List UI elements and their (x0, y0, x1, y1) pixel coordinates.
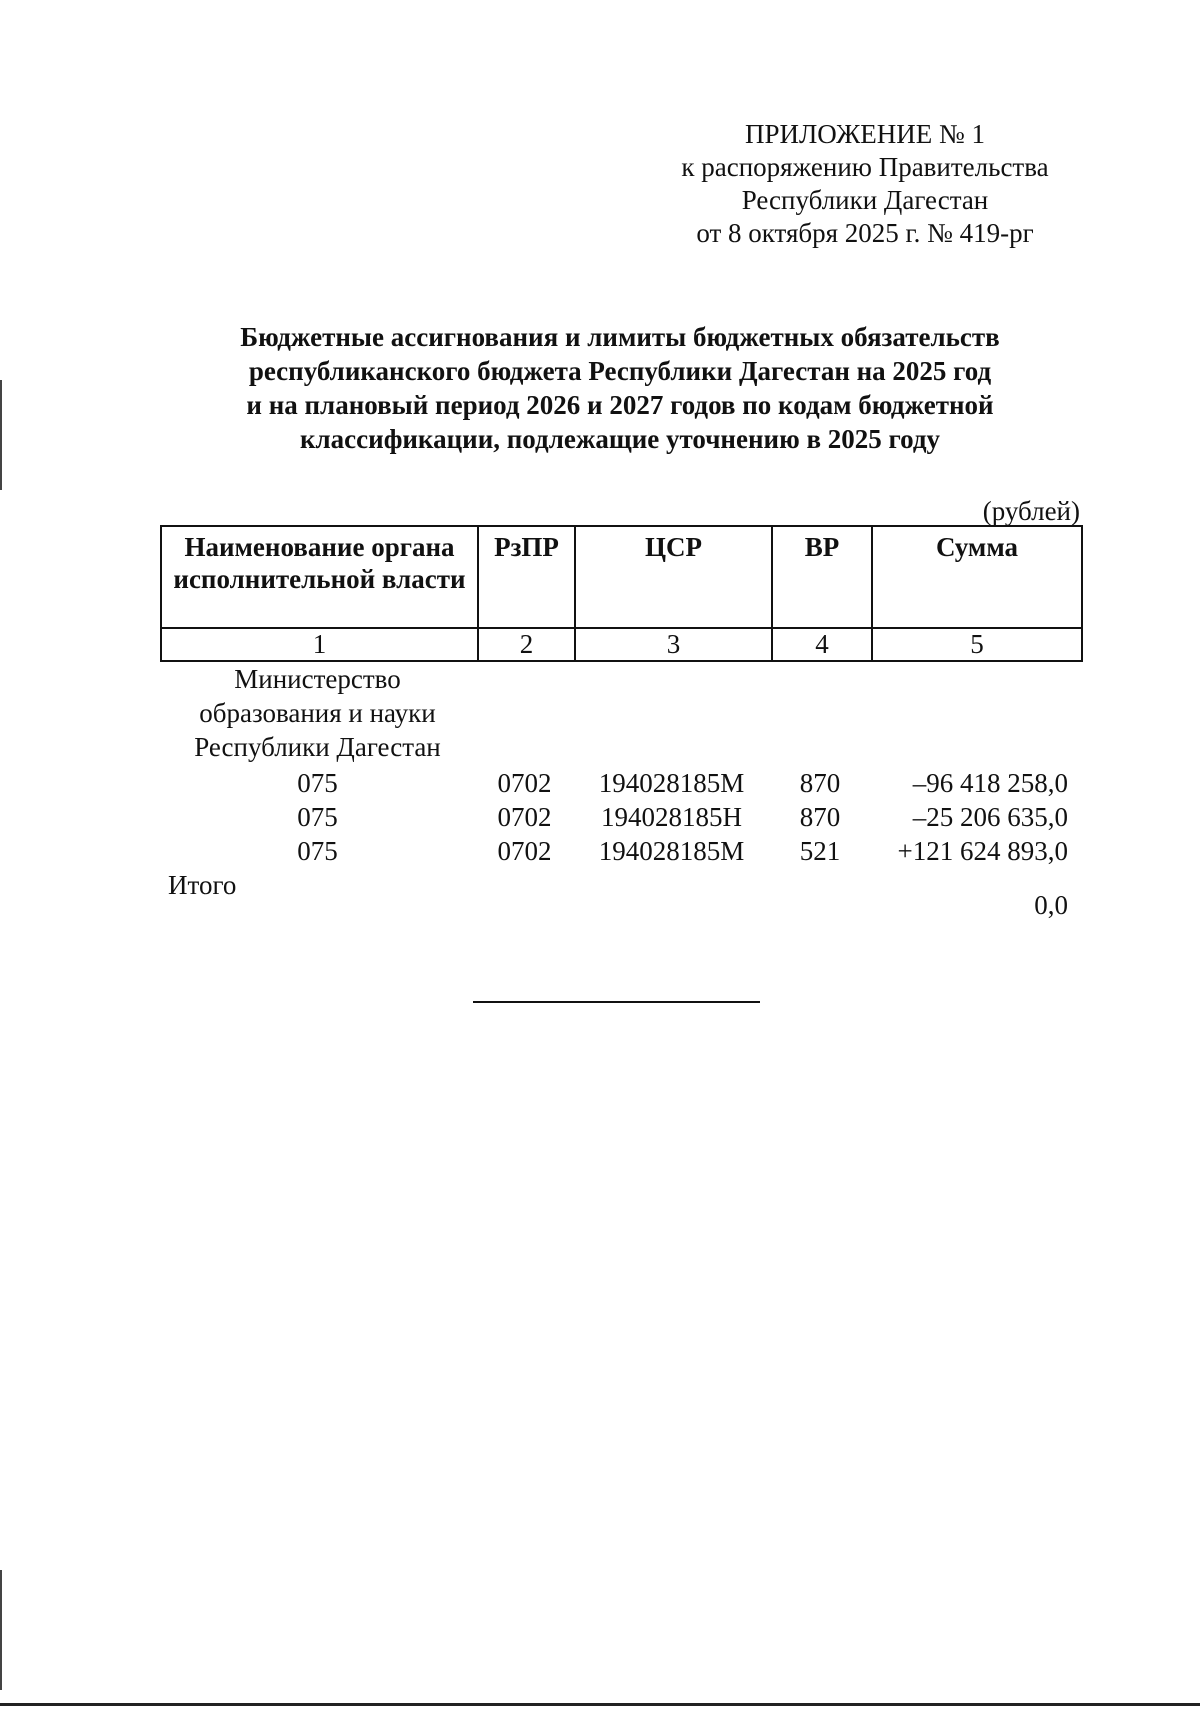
appendix-republic: Республики Дагестан (741, 185, 989, 215)
ministry-name (160, 662, 475, 764)
total-sum: 0,0 (1034, 890, 1068, 920)
appendix-reference: к распоряжению Правительства (681, 152, 1049, 182)
cell-authority-code: 075 (297, 802, 338, 832)
column-number-3: 3 (575, 628, 772, 661)
unit-label: (рублей) (982, 496, 1080, 526)
header-rzpr: РзПР (478, 526, 575, 628)
cell-authority-code: 075 (297, 768, 338, 798)
end-divider (473, 1001, 760, 1003)
title-line-3: и на плановый период 2026 и 2027 годов по кодам бюджетной (246, 390, 994, 420)
budget-table-header (160, 525, 1083, 662)
header-row (161, 526, 1082, 628)
column-number-1: 1 (161, 628, 478, 661)
cell-csr: 194028185М (598, 836, 745, 866)
cell-sum: –25 206 635,0 (912, 802, 1068, 832)
cell-csr: 194028185Н (601, 802, 742, 832)
table-row (0, 800, 1200, 834)
cell-csr: 194028185М (598, 768, 745, 798)
column-number-2: 2 (478, 628, 575, 661)
scan-bottom-edge (0, 1703, 1200, 1706)
column-number-4: 4 (772, 628, 872, 661)
header-sum: Сумма (872, 526, 1082, 628)
document-title (140, 320, 1100, 456)
ministry-name-line-2: образования и науки (199, 698, 436, 728)
header-csr: ЦСР (575, 526, 772, 628)
cell-vr: 521 (799, 836, 841, 866)
title-line-1: Бюджетные ассигнования и лимиты бюджетных обязательств (240, 322, 1000, 352)
cell-rzpr: 0702 (497, 768, 552, 798)
header-authority: Наименование органа исполнительной власти (161, 526, 478, 628)
scan-edge-mark (0, 1570, 2, 1690)
column-number-5: 5 (872, 628, 1082, 661)
appendix-number: ПРИЛОЖЕНИЕ № 1 (744, 119, 986, 149)
appendix-block (640, 118, 1090, 250)
header-vr: ВР (772, 526, 872, 628)
appendix-date: от 8 октября 2025 г. № 419-рг (696, 218, 1034, 248)
scan-edge-mark (0, 380, 2, 490)
title-line-4: классификации, подлежащие уточнению в 2025 году (299, 424, 941, 454)
cell-rzpr: 0702 (497, 802, 552, 832)
ministry-name-line-3: Республики Дагестан (194, 732, 441, 762)
total-label: Итого (168, 870, 237, 900)
column-number-row (161, 628, 1082, 661)
cell-rzpr: 0702 (497, 836, 552, 866)
total-sum-row (0, 888, 1200, 922)
cell-authority-code: 075 (297, 836, 338, 866)
table-row (0, 766, 1200, 800)
cell-vr: 870 (799, 802, 841, 832)
cell-vr: 870 (799, 768, 841, 798)
ministry-name-line-1: Министерство (234, 664, 401, 694)
table-row (0, 834, 1200, 868)
cell-sum: –96 418 258,0 (912, 768, 1068, 798)
title-line-2: республиканского бюджета Республики Дагестан на 2025 год (248, 356, 992, 386)
cell-sum: +121 624 893,0 (897, 836, 1068, 866)
